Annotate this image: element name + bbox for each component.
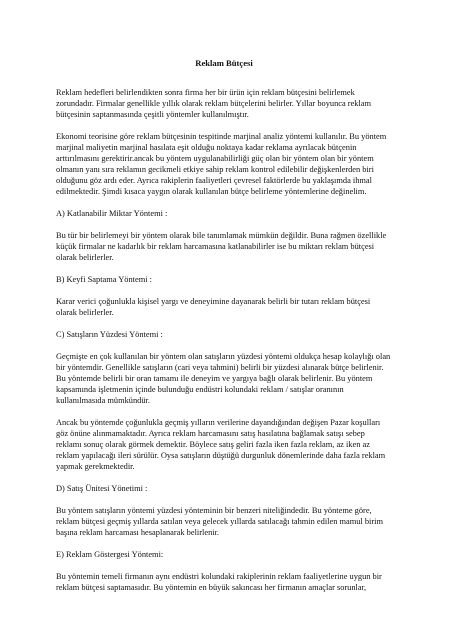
paragraph-a: Bu tür bir belirlemeyi bir yöntem olarak bile tanımlamak mümkün değildir. Buna rağmen özellikle küçük firmalar ne kadarlık bir reklam harcamasına katlanabilirler ise bu miktarı reklam bütçesi olarak belirlerler. xyxy=(56,231,387,262)
document-title: Reklam Bütçesi xyxy=(195,58,253,68)
section-heading-d: D) Satış Ünitesi Yönetimi : xyxy=(56,484,148,493)
paragraph-marginal-analysis: Ekonomi teorisine göre reklam bütçesinin tespitinde marjinal analiz yöntemi kullanılır. Bu yöntem marjinal maliyetin marjinal hasılata eşit olduğu noktaya kadar reklama ayrılacak bütçenin arttırılmasını gerektirir.ancak bu yöntem uygulanabilirliği güç olan bir yöntem olan bir yöntem olmanın yanı sıra reklamın gecikmeli etkiye sahip reklam kontrol edilebilir değişkenlerden biri olduğunu göz ardı eder. Ayrıca rakiplerin faaliyetleri çevresel faktörlerde bu yaklaşımda ihmal edilmektedir. Şimdi kısaca yaygın olarak kullanılan bütçe belirleme yöntemlerine değinelim. xyxy=(56,132,387,196)
paragraph-c-2: Ancak bu yöntemde çoğunlukla geçmiş yılların verilerine dayandığından değişen Pazar koşulları göz önüne alınmamaktadır. Ayrıca reklam harcamasını satış hasılatına bağlamak satışı sebep reklamı sonuç olarak görmek demektir. Böylece satış geliri fazla iken fazla reklam, az iken az reklam yapılacağı ileri sürülür. Oysa satışların düştüğü durgunluk dönemlerinde daha fazla reklam yapmak gerekmektedir. xyxy=(56,418,386,471)
section-heading-a: A) Katlanabilir Miktar Yöntemi : xyxy=(56,209,168,218)
paragraph-d: Bu yöntem satışların yöntemi yüzdesi yönteminin bir benzeri niteliğindedir. Bu yönteme göre, reklam bütçesi geçmiş yıllarda satılan veya gelecek yıllarda satılacağı tahmin edilen mamul birim başına reklam harcaması hesaplanarak belirlenir. xyxy=(56,506,383,537)
paragraph-c-1: Geçmişte en çok kullanılan bir yöntem olan satışların yüzdesi yöntemi oldukça hesap kolaylığı olan bir yöntemdir. Genellikle satışların (cari veya tahmini) belirli bir yüzdesi alınarak bütçe belirlenir. Bu yöntemde belirli bir oran tamamı ile deneyim ve yargıya bağlı olarak belirlenir. Bu yöntem kapsamında işletmenin içinde bulunduğu endüstri kolundaki reklam / satışlar oranının kullanılmasıda mümkündür. xyxy=(56,352,391,405)
section-heading-e: E) Reklam Göstergesi Yöntemi: xyxy=(56,550,164,559)
section-heading-b: B) Keyfi Saptama Yöntemi : xyxy=(56,275,152,284)
paragraph-e: Bu yöntemin temeli firmanın aynı endüstri kolundaki rakiplerinin reklam faaliyetlerine uygun bir reklam bütçesi saptamasıdır. Bu yöntemin en büyük sakıncası her firmanın amaçlar sorunlar, xyxy=(56,572,382,592)
section-heading-c: C) Satışların Yüzdesi Yöntemi : xyxy=(56,330,163,339)
paragraph-b: Karar verici çoğunlukla kişisel yargı ve deneyimine dayanarak belirli bir tutarı reklam bütçesi olarak belirlerler. xyxy=(56,297,371,317)
paragraph-intro: Reklam hedefleri belirlendikten sonra firma her bir ürün için reklam bütçesini belirlemek zorundadır. Firmalar genellikle yıllık olarak reklam bütçelerini belirler. Yıllar boyunca reklam bütçesinin saptanmasında çeşitli yöntemler kullanılmıştır. xyxy=(56,88,372,119)
